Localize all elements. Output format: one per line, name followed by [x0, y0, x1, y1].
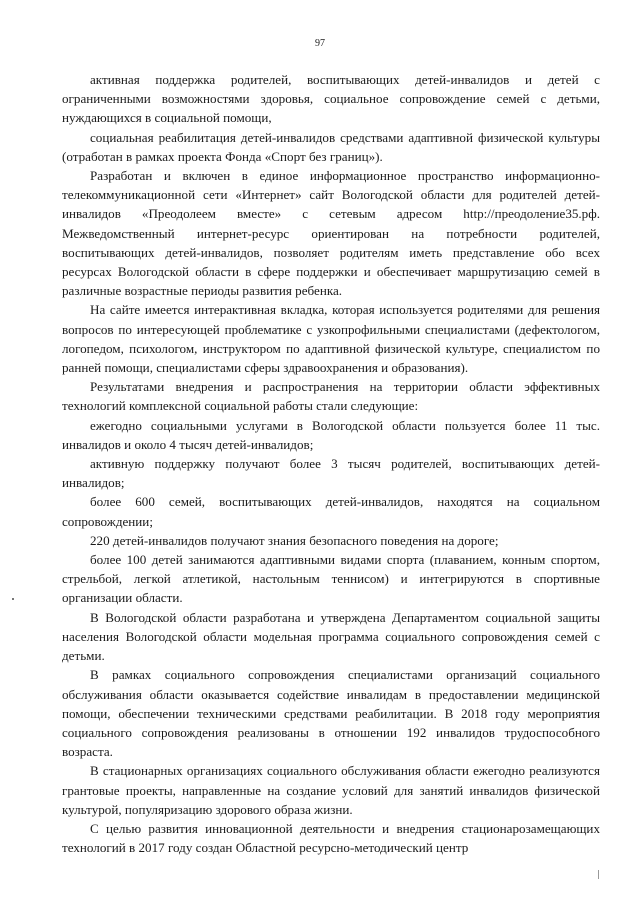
scan-speck	[12, 598, 14, 600]
paragraph: Разработан и включен в единое информационное пространство информационно-телекоммуникационной сети «Интернет» сайт Вологодской области для родителей детей-инвалидов «Преодолеем вместе» с сетевым адресом http://преодоление35.рф. Межведомственный интернет-ресурс ориентирован на потребности родителей, воспитывающих детей-инвалидов, позволяет родителям иметь представление обо всех ресурсах Вологодской области в сфере поддержки и обеспечивает маршрутизацию семей в различные возрастные периоды развития ребенка.	[62, 168, 600, 299]
paragraph: В стационарных организациях социального обслуживания области ежегодно реализуются грантовые проекты, направленные на создание условий для занятий инвалидов физической культурой, популяризацию здорового образа жизни.	[62, 763, 600, 817]
page-number: 97	[315, 38, 325, 49]
paragraph: В Вологодской области разработана и утверждена Департаментом социальной защиты населения Вологодской области модельная программа социального сопровождения семей с детьми.	[62, 609, 600, 664]
body-text	[62, 70, 600, 857]
paragraph: С целью развития инновационной деятельности и внедрения стационарозамещающих технологий в 2017 году создан Областной ресурсно-методический центр	[62, 820, 600, 856]
paragraph: более 100 детей занимаются адаптивными видами спорта (плаванием, конным спортом, стрельбой, легкой атлетикой, настольным теннисом) и интегрируются в спортивные организации области.	[62, 552, 600, 606]
paragraph: социальная реабилитация детей-инвалидов средствами адаптивной физической культуры (отработан в рамках проекта Фонда «Спорт без границ»).	[62, 129, 600, 164]
paragraph: активную поддержку получают более 3 тысяч родителей, воспитывающих детей-инвалидов;	[62, 456, 600, 491]
paragraph: На сайте имеется интерактивная вкладка, которая используется родителями для решения вопросов по интересующей проблематике с узкопрофильными специалистами (дефектологом, логопедом, психологом, инструктором по адаптивной физической культуре, специалистом по ранней помощи, специалистами сферы здравоохранения и образования).	[62, 302, 600, 376]
paragraph: ежегодно социальными услугами в Вологодской области пользуется более 11 тыс. инвалидов и около 4 тысяч детей-инвалидов;	[62, 417, 600, 452]
paragraph: Результатами внедрения и распространения на территории области эффективных технологий комплексной социальной работы стали следующие:	[62, 379, 600, 414]
scan-mark	[598, 870, 599, 879]
paragraph: более 600 семей, воспитывающих детей-инвалидов, находятся на социальном сопровождении;	[62, 494, 600, 529]
paragraph: 220 детей-инвалидов получают знания безопасного поведения на дороге;	[90, 532, 499, 548]
paragraph: В рамках социального сопровождения специалистами организаций социального обслуживания области оказывается содействие инвалидам в предоставлении медицинской помощи, обеспечении техническими средствами реабилитации. В 2018 году мероприятия социального сопровождения реализованы в отношении 192 инвалидов трудоспособного возраста.	[62, 667, 600, 760]
paragraph: активная поддержка родителей, воспитывающих детей-инвалидов и детей с ограниченными возможностями здоровья, социальное сопровождение семей с детьми, нуждающихся в социальной помощи,	[62, 72, 600, 126]
